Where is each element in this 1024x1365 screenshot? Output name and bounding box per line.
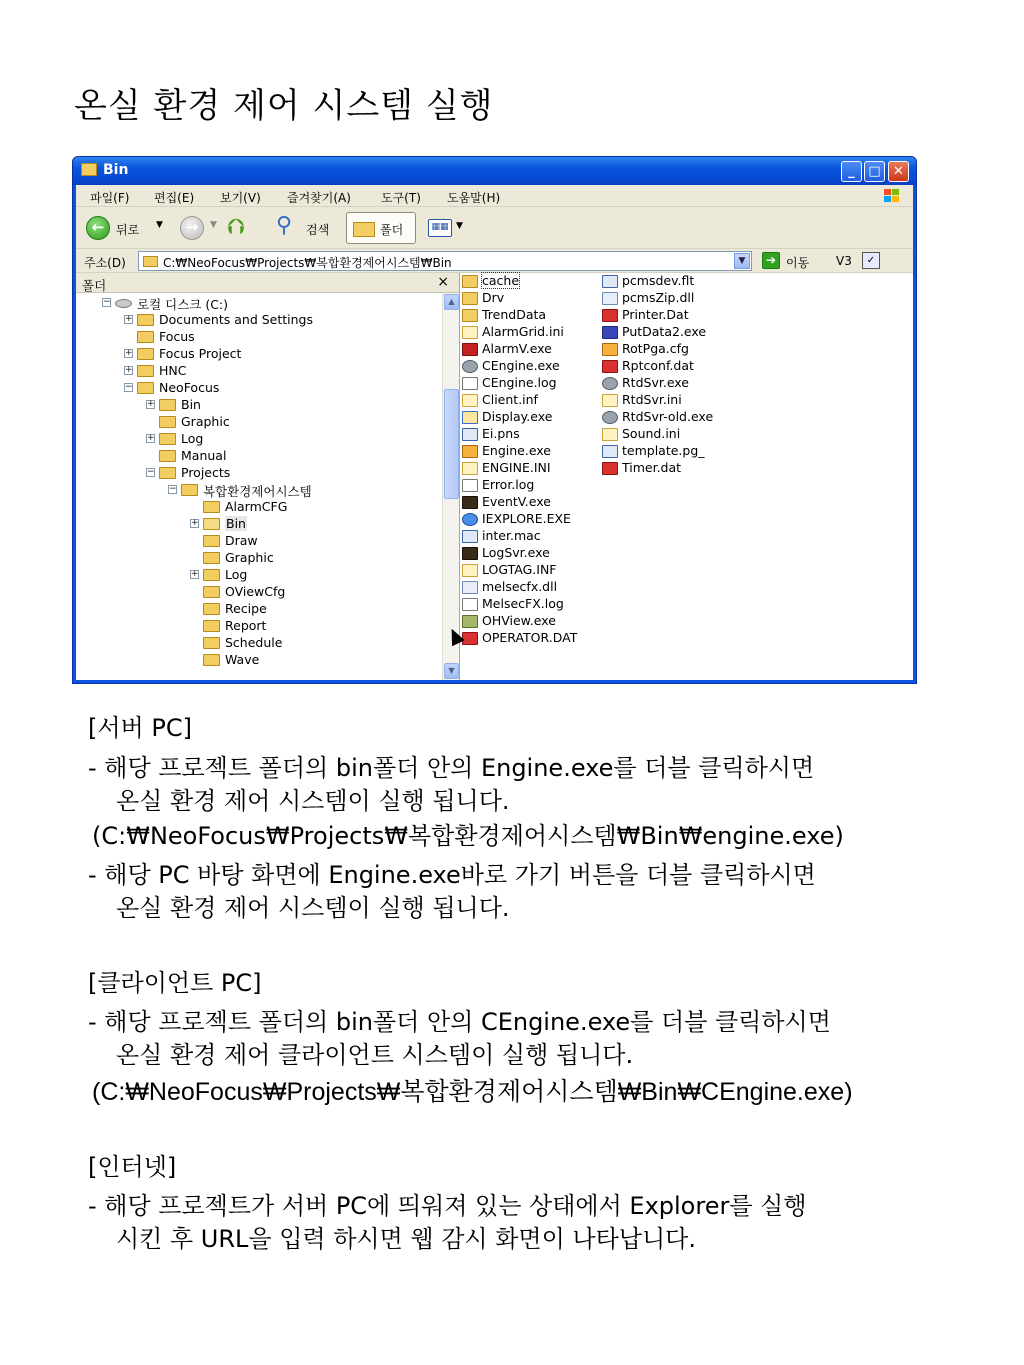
- tree-item-label: Focus: [159, 329, 195, 344]
- ini-file-icon: [462, 564, 478, 577]
- file-name: IEXPLORE.EXE: [482, 511, 571, 526]
- dat-file-icon: [602, 309, 618, 322]
- folder-icon: [203, 552, 220, 564]
- file-name: LogSvr.exe: [482, 545, 550, 560]
- expand-icon[interactable]: +: [125, 314, 133, 324]
- folder-icon: [137, 314, 154, 326]
- file-list: [460, 273, 913, 680]
- file-name: inter.mac: [482, 528, 541, 543]
- client-line-2: 온실 환경 제어 클라이언트 시스템이 실행 됩니다.: [116, 1041, 634, 1069]
- folder-icon: [137, 365, 154, 377]
- folder-icon: [462, 275, 478, 288]
- file-name: Ei.pns: [482, 426, 520, 441]
- tree-item-label: Focus Project: [159, 346, 242, 361]
- ini-file-icon: [462, 326, 478, 339]
- back-dropdown-icon[interactable]: ▼: [156, 220, 163, 230]
- v3-antivirus-icon[interactable]: ✓: [862, 252, 880, 269]
- putdata-app-icon: [602, 326, 618, 339]
- folder-icon: [203, 620, 220, 632]
- expand-icon[interactable]: +: [191, 569, 199, 579]
- folders-button-label: 폴더: [380, 223, 404, 237]
- forward-dropdown-icon[interactable]: ▼: [210, 220, 217, 230]
- folder-icon: [203, 654, 220, 666]
- folders-icon: [353, 222, 375, 237]
- chevron-down-icon[interactable]: ▼: [734, 253, 750, 269]
- ini-file-icon: [462, 462, 478, 475]
- views-icon[interactable]: ▦▦: [428, 219, 452, 237]
- menu-favorites[interactable]: 즐겨찾기(A): [287, 191, 351, 205]
- folder-icon: [137, 348, 154, 360]
- tree-item-label: 로컬 디스크 (C:): [137, 297, 229, 312]
- internet-heading: [인터넷]: [88, 1153, 177, 1181]
- file-name: OPERATOR.DAT: [482, 630, 578, 645]
- folder-icon: [203, 603, 220, 615]
- ohview-app-icon: [462, 615, 478, 628]
- v3-label: V3: [836, 254, 852, 268]
- tree-item-label: NeoFocus: [159, 380, 220, 395]
- maximize-button[interactable]: □: [864, 161, 885, 182]
- menu-bar: [76, 185, 913, 207]
- folder-tree: [76, 293, 442, 680]
- folder-icon: [159, 399, 176, 411]
- slide-title: 온실 환경 제어 시스템 실행: [74, 86, 494, 126]
- folder-pane: [76, 273, 460, 680]
- tree-item-label: Bin: [226, 516, 246, 531]
- back-arrow-icon[interactable]: ←: [86, 216, 110, 240]
- text-file-icon: [462, 598, 478, 611]
- folder-icon: [203, 501, 220, 513]
- app-file-icon: [602, 275, 618, 288]
- file-name: EventV.exe: [482, 494, 551, 509]
- tree-item-label: HNC: [159, 363, 187, 378]
- gear-app-icon: [462, 360, 478, 373]
- search-button-label[interactable]: 검색: [306, 223, 330, 237]
- folder-icon: [462, 309, 478, 322]
- folder-icon: [159, 467, 176, 479]
- app-file-icon: [602, 445, 618, 458]
- app-file-icon: [462, 428, 478, 441]
- file-name: RtdSvr.ini: [622, 392, 682, 407]
- gear-app-icon: [602, 377, 618, 390]
- menu-file[interactable]: 파일(F): [90, 191, 130, 205]
- go-arrow-icon[interactable]: ➔: [762, 252, 780, 269]
- folder-open-icon: [203, 518, 220, 530]
- drive-icon: [115, 299, 132, 308]
- ini-file-icon: [602, 394, 618, 407]
- file-name: Sound.ini: [622, 426, 681, 441]
- text-file-icon: [462, 479, 478, 492]
- scroll-up-icon[interactable]: ▲: [444, 294, 459, 310]
- file-name: melsecfx.dll: [482, 579, 558, 594]
- folder-icon: [159, 416, 176, 428]
- file-name: Timer.dat: [622, 460, 682, 475]
- file-name: MelsecFX.log: [482, 596, 564, 611]
- ie-icon: [462, 513, 478, 526]
- server-heading: [서버 PC]: [88, 714, 192, 742]
- search-icon[interactable]: ⚲: [276, 213, 293, 238]
- server-line-4: 온실 환경 제어 시스템이 실행 됩니다.: [116, 894, 510, 922]
- menu-view[interactable]: 보기(V): [220, 191, 261, 205]
- tree-item-label: AlarmCFG: [225, 499, 288, 514]
- folders-button[interactable]: [346, 212, 416, 244]
- tree-item-label: Log: [181, 431, 204, 446]
- forward-arrow-icon[interactable]: →: [180, 216, 204, 240]
- engine-app-icon: [462, 445, 478, 458]
- file-name: Drv: [482, 290, 505, 305]
- folder-pane-scrollbar[interactable]: [442, 293, 459, 680]
- alarm-app-icon: [462, 343, 478, 356]
- tree-item-label: Report: [225, 618, 267, 633]
- file-name: CEngine.log: [482, 375, 557, 390]
- collapse-icon[interactable]: −: [125, 382, 133, 392]
- file-name: RtdSvr-old.exe: [622, 409, 714, 424]
- text-file-icon: [462, 377, 478, 390]
- display-app-icon: [462, 411, 478, 424]
- dll-file-icon: [462, 581, 478, 594]
- file-name: Error.log: [482, 477, 535, 492]
- client-path: (C:₩NeoFocus₩Projects₩복합환경제어시스템₩Bin₩CEngine.exe): [92, 1078, 853, 1106]
- tree-item-label: Schedule: [225, 635, 283, 650]
- tree-item-label: Recipe: [225, 601, 267, 616]
- file-name: AlarmV.exe: [482, 341, 552, 356]
- tree-item-label: Documents and Settings: [159, 312, 314, 327]
- client-heading: [클라이언트 PC]: [88, 969, 262, 997]
- file-name: cache: [482, 273, 520, 288]
- folder-icon: [462, 292, 478, 305]
- file-name: Display.exe: [482, 409, 553, 424]
- folder-icon: [203, 637, 220, 649]
- address-input[interactable]: [138, 251, 752, 271]
- menu-help[interactable]: 도움말(H): [447, 191, 501, 205]
- event-app-icon: [462, 496, 478, 509]
- dat-file-icon: [602, 462, 618, 475]
- logsvr-app-icon: [462, 547, 478, 560]
- expand-icon[interactable]: +: [191, 518, 199, 528]
- views-dropdown-icon[interactable]: ▼: [456, 221, 463, 231]
- collapse-icon[interactable]: −: [103, 297, 111, 307]
- tree-item-label: OViewCfg: [225, 584, 286, 599]
- folder-icon: [137, 331, 154, 343]
- scroll-thumb[interactable]: [444, 389, 459, 499]
- file-name: RtdSvr.exe: [622, 375, 689, 390]
- server-line-2: 온실 환경 제어 시스템이 실행 됩니다.: [116, 787, 510, 815]
- folder-up-icon[interactable]: ⮉: [228, 215, 245, 240]
- dat-file-icon: [462, 632, 478, 645]
- server-line-3: - 해당 PC 바탕 화면에 Engine.exe바로 가기 버튼을 더블 클릭하시면: [88, 861, 816, 889]
- folder-icon: [143, 256, 158, 267]
- file-name: ENGINE.INI: [482, 460, 551, 475]
- folder-icon: [203, 569, 220, 581]
- dll-file-icon: [602, 292, 618, 305]
- tree-item-label: Manual: [181, 448, 227, 463]
- file-name: pcmsZip.dll: [622, 290, 695, 305]
- minimize-button[interactable]: _: [841, 161, 862, 182]
- menu-edit[interactable]: 편집(E): [154, 191, 195, 205]
- address-value: C:₩NeoFocus₩Projects₩복합환경제어시스템₩Bin: [163, 256, 452, 270]
- file-name: Printer.Dat: [622, 307, 689, 322]
- internet-line-2: 시킨 후 URL을 입력 하시면 웹 감시 화면이 나타납니다.: [116, 1225, 696, 1253]
- collapse-icon[interactable]: −: [169, 484, 177, 494]
- dat-file-icon: [602, 360, 618, 373]
- file-name: Engine.exe: [482, 443, 551, 458]
- folder-icon: [159, 433, 176, 445]
- client-line-1: - 해당 프로젝트 폴더의 bin폴더 안의 CEngine.exe를 더블 클릭하시면: [88, 1008, 831, 1036]
- collapse-icon[interactable]: −: [147, 467, 155, 477]
- folder-icon: [159, 450, 176, 462]
- folder-pane-header: [76, 273, 459, 293]
- tree-item-label: Projects: [181, 465, 231, 480]
- file-name: TrendData: [482, 307, 547, 322]
- tree-item-label: Bin: [181, 397, 201, 412]
- explorer-window: [72, 156, 917, 684]
- file-name: Rptconf.dat: [622, 358, 694, 373]
- internet-line-1: - 해당 프로젝트가 서버 PC에 띄워져 있는 상태에서 Explorer를 실행: [88, 1192, 807, 1220]
- close-icon[interactable]: ×: [437, 274, 449, 290]
- file-name: Client.inf: [482, 392, 538, 407]
- back-button-label[interactable]: 뒤로: [116, 223, 140, 237]
- menu-tools[interactable]: 도구(T): [381, 191, 421, 205]
- tree-item-label: Wave: [225, 652, 260, 667]
- server-line-1: - 해당 프로젝트 폴더의 bin폴더 안의 Engine.exe를 더블 클릭하시면: [88, 754, 815, 782]
- expand-icon[interactable]: +: [125, 348, 133, 358]
- window-titlebar[interactable]: [73, 157, 916, 185]
- file-name: AlarmGrid.ini: [482, 324, 564, 339]
- app-file-icon: [462, 530, 478, 543]
- close-button[interactable]: ✕: [888, 161, 909, 182]
- gear-app-icon: [602, 411, 618, 424]
- go-button-label[interactable]: 이동: [786, 256, 810, 270]
- file-name: RotPga.cfg: [622, 341, 689, 356]
- file-name: pcmsdev.flt: [622, 273, 695, 288]
- file-name: OHView.exe: [482, 613, 556, 628]
- folder-icon: [203, 586, 220, 598]
- expand-icon[interactable]: +: [147, 433, 155, 443]
- folder-icon: [181, 484, 198, 496]
- folder-icon: [137, 382, 154, 394]
- tree-item-label: Graphic: [181, 414, 230, 429]
- toolbar: [76, 207, 913, 249]
- ini-file-icon: [462, 394, 478, 407]
- cfg-file-icon: [602, 343, 618, 356]
- expand-icon[interactable]: +: [125, 365, 133, 375]
- file-name: CEngine.exe: [482, 358, 560, 373]
- window-client: [76, 185, 913, 680]
- file-name: template.pg_: [622, 443, 705, 458]
- folder-pane-title: 폴더: [82, 278, 107, 293]
- scroll-down-icon[interactable]: ▼: [444, 663, 459, 679]
- server-path: (C:₩NeoFocus₩Projects₩복합환경제어시스템₩Bin₩engine.exe): [92, 822, 844, 850]
- expand-icon[interactable]: +: [147, 399, 155, 409]
- file-name: PutData2.exe: [622, 324, 707, 339]
- window-title: Bin: [103, 162, 129, 178]
- tree-item-label: Draw: [225, 533, 258, 548]
- tree-item-label: 복합환경제어시스템: [203, 484, 312, 499]
- tree-item-label: Log: [225, 567, 248, 582]
- tree-item-label: Graphic: [225, 550, 274, 565]
- folder-icon: [203, 535, 220, 547]
- address-bar: [76, 249, 913, 273]
- file-name: LOGTAG.INF: [482, 562, 557, 577]
- windows-logo-icon: [879, 187, 905, 205]
- ini-file-icon: [602, 428, 618, 441]
- address-label: 주소(D): [84, 256, 126, 270]
- folder-icon: [81, 163, 97, 176]
